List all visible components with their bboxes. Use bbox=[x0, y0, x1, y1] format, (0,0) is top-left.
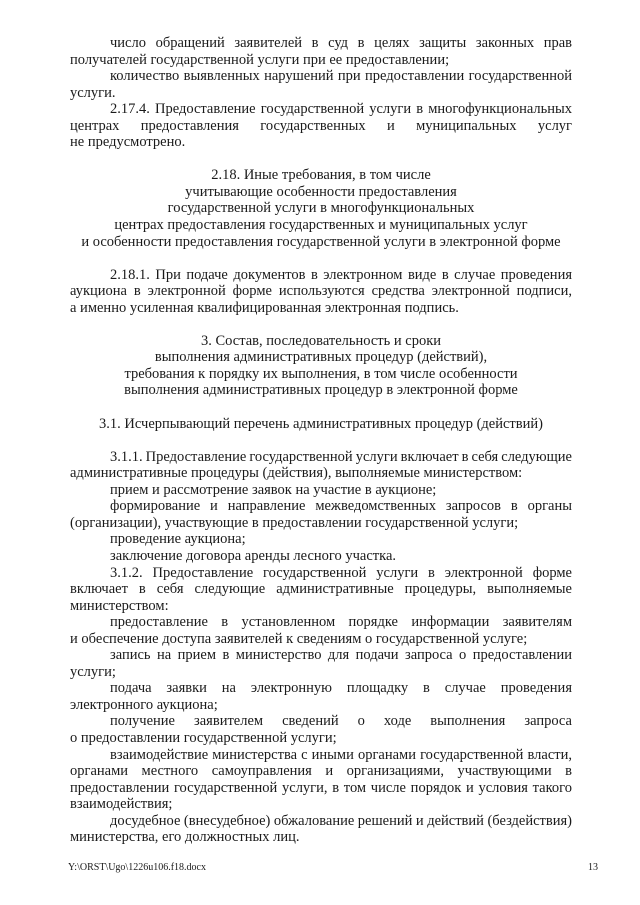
paragraph bbox=[70, 647, 572, 680]
text-line bbox=[70, 829, 572, 846]
text-line bbox=[70, 134, 572, 151]
paragraph bbox=[70, 531, 572, 548]
text-line-content: электронного аукциона; bbox=[70, 696, 218, 713]
text-line bbox=[70, 614, 572, 631]
heading-line: 3.1. Исчерпывающий перечень административных процедур (действий) bbox=[99, 415, 543, 432]
text-line-content: 3.1.1. Предоставление государственной услуги включает в себя следующие bbox=[110, 448, 572, 465]
paragraph bbox=[70, 614, 572, 647]
text-line bbox=[70, 747, 572, 764]
text-block bbox=[70, 267, 572, 317]
heading-block bbox=[70, 416, 572, 433]
heading-line: учитывающие особенности предоставления bbox=[185, 183, 457, 200]
text-line bbox=[70, 267, 572, 284]
heading-block bbox=[70, 333, 572, 399]
text-line-content: предоставлении государственной услуги, в том числе порядок и условия такого bbox=[70, 779, 572, 796]
footer-file-path: Y:\ORST\Ugo\1226u106.f18.docx bbox=[68, 862, 206, 873]
text-line bbox=[70, 531, 572, 548]
text-line-content: запись на прием в министерство для подачи запроса о предоставлении bbox=[110, 647, 572, 664]
paragraph bbox=[70, 680, 572, 713]
text-line-content: услуги; bbox=[70, 663, 116, 680]
text-line-content: число обращений заявителей в суд в целях защиты законных прав bbox=[110, 35, 572, 51]
text-line bbox=[70, 449, 572, 466]
text-line bbox=[70, 465, 572, 482]
text-line bbox=[70, 647, 572, 664]
text-block bbox=[70, 449, 572, 846]
text-line bbox=[70, 680, 572, 697]
text-line-content: 2.17.4. Предоставление государственной услуги в многофункциональных bbox=[110, 101, 572, 118]
text-line bbox=[70, 35, 572, 52]
paragraph bbox=[70, 267, 572, 317]
paragraph bbox=[70, 68, 572, 101]
text-line bbox=[70, 283, 572, 300]
text-line-content: получателей государственной услуги при ее предоставлении; bbox=[70, 51, 450, 68]
text-line bbox=[70, 813, 572, 830]
page-footer bbox=[68, 862, 598, 874]
text-line bbox=[70, 780, 572, 797]
paragraph bbox=[70, 498, 572, 531]
document-body bbox=[70, 35, 572, 846]
text-line bbox=[70, 68, 572, 85]
paragraph bbox=[70, 101, 572, 151]
text-line-content: о предоставлении государственной услуги; bbox=[70, 729, 337, 746]
text-line-content: количество выявленных нарушений при предоставлении государственной bbox=[110, 68, 572, 85]
heading-line: выполнения административных процедур в электронной форме bbox=[124, 382, 518, 399]
text-line bbox=[70, 482, 572, 499]
heading-line: 2.18. Иные требования, в том числе bbox=[211, 167, 431, 184]
heading-line: 3. Состав, последовательность и сроки bbox=[200, 332, 442, 349]
paragraph bbox=[70, 548, 572, 565]
paragraph bbox=[70, 35, 572, 68]
text-line-content: досудебное (внесудебное) обжалование решений и действий (бездействия) bbox=[110, 812, 572, 829]
text-line-content: взаимодействия; bbox=[70, 796, 173, 813]
text-line bbox=[70, 498, 572, 515]
text-line-content: министерства, его должностных лиц. bbox=[70, 829, 300, 846]
text-line bbox=[70, 713, 572, 730]
text-line-content: услуги. bbox=[70, 84, 116, 101]
paragraph bbox=[70, 449, 572, 482]
paragraph bbox=[70, 813, 572, 846]
text-line bbox=[70, 52, 572, 69]
text-line bbox=[70, 515, 572, 532]
text-line-content: формирование и направление межведомственных запросов в органы bbox=[110, 498, 572, 515]
text-line bbox=[70, 664, 572, 681]
heading-line: центрах предоставления государственных и муниципальных услуг bbox=[114, 217, 528, 234]
paragraph bbox=[70, 565, 572, 615]
text-line-content: 2.18.1. При подаче документов в электронном виде в случае проведения bbox=[110, 266, 572, 283]
heading-line: требования к порядку их выполнения, в том числе особенности bbox=[124, 365, 518, 382]
text-line-content: получение заявителем сведений о ходе выполнения запроса bbox=[110, 713, 572, 730]
text-line-content: (организации), участвующие в предоставлении государственной услуги; bbox=[70, 514, 519, 531]
text-line-content: и обеспечение доступа заявителей к сведениям о государственной услуге; bbox=[70, 630, 528, 647]
text-line-content: административные процедуры (действия), выполняемые министерством: bbox=[70, 465, 523, 482]
heading-line: выполнения административных процедур (действий), bbox=[154, 349, 488, 366]
text-line bbox=[70, 548, 572, 565]
text-line bbox=[70, 598, 572, 615]
text-line-content: подача заявки на электронную площадку в случае проведения bbox=[110, 680, 572, 697]
text-line bbox=[70, 85, 572, 102]
text-line bbox=[70, 697, 572, 714]
text-line bbox=[70, 730, 572, 747]
heading-line: государственной услуги в многофункциональных bbox=[167, 200, 475, 217]
page-number: 13 bbox=[588, 862, 598, 873]
text-block bbox=[70, 35, 572, 151]
text-line-content: не предусмотрено. bbox=[70, 134, 186, 151]
text-line bbox=[70, 763, 572, 780]
text-line bbox=[70, 581, 572, 598]
paragraph bbox=[70, 747, 572, 813]
text-line-content: министерством: bbox=[70, 597, 169, 614]
text-line-content: прием и рассмотрение заявок на участие в аукционе; bbox=[110, 481, 437, 498]
text-line bbox=[70, 631, 572, 648]
text-line-content: 3.1.2. Предоставление государственной услуги в электронной форме bbox=[110, 564, 572, 581]
text-line-content: включает в себя следующие административные процедуры, выполняемые bbox=[70, 581, 572, 598]
paragraph bbox=[70, 482, 572, 499]
heading-line: и особенности предоставления государственной услуги в электронной форме bbox=[81, 233, 561, 250]
text-line bbox=[70, 300, 572, 317]
text-line bbox=[70, 101, 572, 118]
text-line-content: заключение договора аренды лесного участка. bbox=[110, 547, 397, 564]
paragraph bbox=[70, 713, 572, 746]
text-line-content: предоставление в установленном порядке информации заявителям bbox=[110, 614, 572, 631]
text-line-content: органами местного самоуправления и организациями, участвующими в bbox=[70, 763, 572, 780]
text-line-content: проведение аукциона; bbox=[110, 531, 246, 548]
text-line-content: а именно усиленная квалифицированная электронная подпись. bbox=[70, 299, 459, 316]
text-line bbox=[70, 118, 572, 135]
text-line-content: центрах предоставления государственных и муниципальных услуг bbox=[70, 117, 572, 134]
text-line bbox=[70, 796, 572, 813]
text-line-content: аукциона в электронной форме используются средства электронной подписи, bbox=[70, 283, 572, 300]
text-line bbox=[70, 565, 572, 582]
text-line-content: взаимодействие министерства с иными органами государственной власти, bbox=[110, 746, 572, 763]
heading-block bbox=[70, 167, 572, 250]
